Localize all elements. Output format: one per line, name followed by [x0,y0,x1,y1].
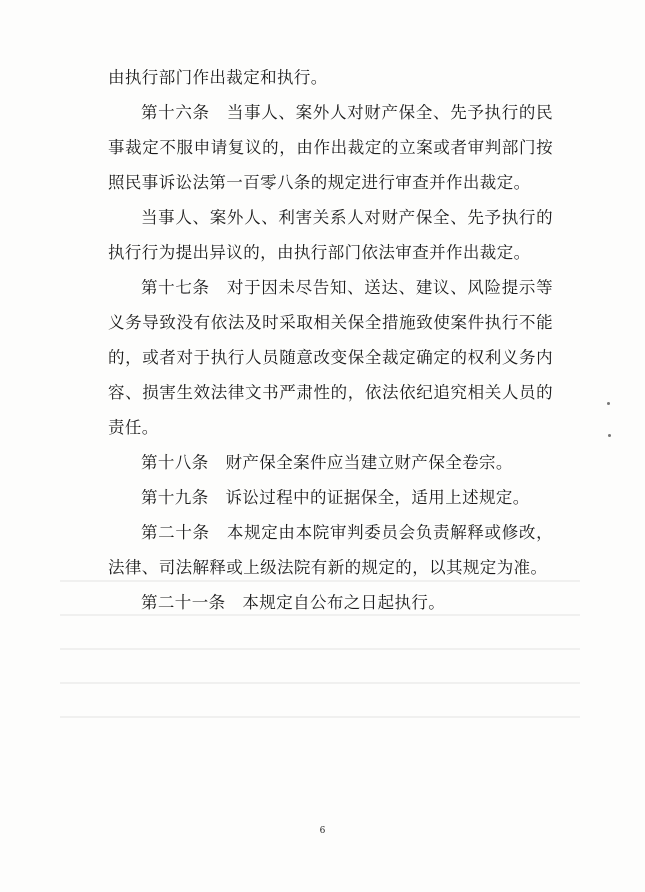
speck [607,402,610,405]
page-number: 6 [319,826,326,836]
document-body [108,60,553,620]
paragraph-continuation: 由执行部门作出裁定和执行。 [108,68,328,87]
paragraph-article-17: 第十七条 对于因未尽告知、送达、建议、风险提示等义务导致没有依法及时采取相关保全措施致使案件执行不能的，或者对于执行人员随意改变保全裁定确定的权利义务内容、损害生效法律文书严肃性的，依法依纪追究相关人员的责任。 [108,278,553,437]
speck [608,434,611,437]
paragraph-article-16: 第十六条 当事人、案外人对财产保全、先予执行的民事裁定不服申请复议的，由作出裁定的立案或者审判部门按照民事诉讼法第一百零八条的规定进行审查并作出裁定。 [108,103,553,192]
paragraph-article-20: 第二十条 本规定由本院审判委员会负责解释或修改，法律、司法解释或上级法院有新的规定的，以其规定为准。 [108,523,553,577]
scan-specks [606,400,612,450]
paragraph-article-16-clause-2: 当事人、案外人、利害关系人对财产保全、先予执行的执行行为提出异议的，由执行部门依法审查并作出裁定。 [108,208,553,262]
paragraph-article-21: 第二十一条 本规定自公布之日起执行。 [141,593,446,612]
paragraph-article-19: 第十九条 诉讼过程中的证据保全，适用上述规定。 [141,488,530,507]
paragraph-article-18: 第十八条 财产保全案件应当建立财产保全卷宗。 [141,453,513,472]
